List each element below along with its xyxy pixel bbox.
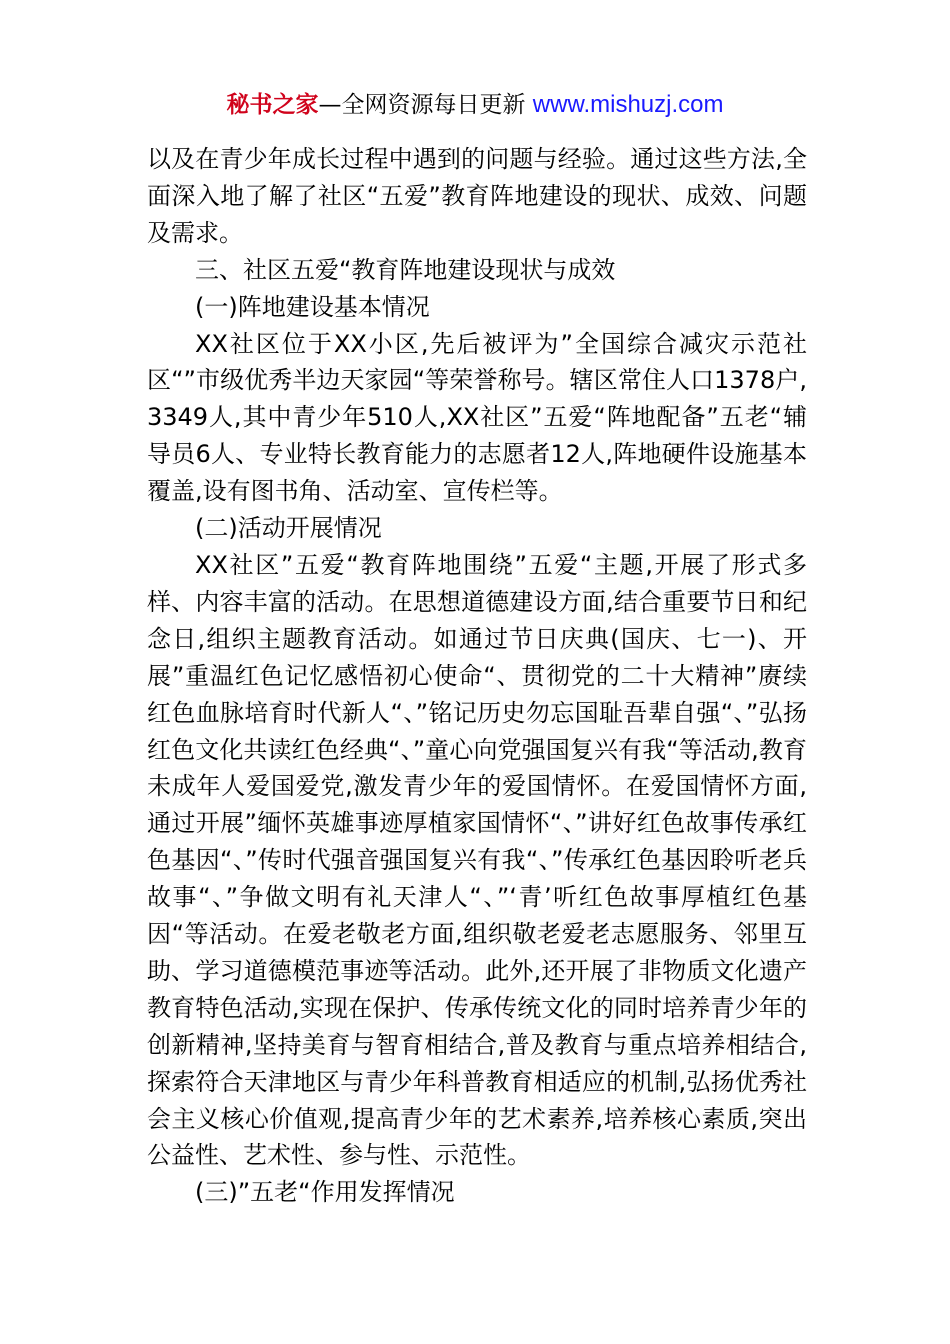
subsection-heading-2: (二)活动开展情况: [195, 514, 382, 543]
page-header: [0, 88, 950, 122]
site-url-link[interactable]: www.mishuzj.com: [532, 91, 724, 118]
section-heading-3: 三、社区五爱“教育阵地建设现状与成效: [195, 255, 616, 284]
subsection-heading-1: (一)阵地建设基本情况: [195, 292, 430, 321]
subsection-heading-3: (三)”五老“作用发挥情况: [195, 1178, 455, 1207]
brand-name: 秘书之家: [226, 92, 319, 118]
paragraph-basic-situation: XX社区位于XX小区,先后被评为”全国综合减灾示范社区“”市级优秀半边天家园“等荣誉称号。辖区常住人口1378户,3349人,其中青少年510人,XX社区”五爱“阵地配备”五老“辅导员6人、专业特长教育能力的志愿者12人,阵地硬件设施基本覆盖,设有图书角、活动室、宣传栏等。: [147, 329, 807, 506]
paragraph-continued: 以及在青少年成长过程中遇到的问题与经验。通过这些方法,全面深入地了解了社区“五爱”教育阵地建设的现状、成效、问题及需求。: [147, 145, 807, 247]
paragraph-activities: XX社区”五爱“教育阵地围绕”五爱“主题,开展了形式多样、内容丰富的活动。在思想道德建设方面,结合重要节日和纪念日,组织主题教育活动。如通过节日庆典(国庆、七一)、开展”重温红色记忆感悟初心使命“、贯彻党的二十大精神”赓续红色血脉培育时代新人“、”铭记历史勿忘国耻吾辈自强“、”弘扬红色文化共读红色经典“、”童心向党强国复兴有我“等活动,教育未成年人爱国爱党,激发青少年的爱国情怀。在爱国情怀方面,通过开展”缅怀英雄事迹厚植家国情怀“、”讲好红色故事传承红色基因“、”传时代强音强国复兴有我“、”传承红色基因聆听老兵故事“、”争做文明有礼天津人“、”‘青’听红色故事厚植红色基因“等活动。在爱老敬老方面,组织敬老爱老志愿服务、邻里互助、学习道德模范事迹等活动。此外,还开展了非物质文化遗产教育特色活动,实现在保护、传承传统文化的同时培养青少年的创新精神,坚持美育与智育相结合,普及教育与重点培养相结合,探索符合天津地区与青少年科普教育相适应的机制,弘扬优秀社会主义核心价值观,提高青少年的艺术素养,培养核心素质,突出公益性、艺术性、参与性、示范性。: [147, 550, 807, 1170]
header-tagline: —全网资源每日更新: [318, 92, 526, 118]
document-body: [147, 141, 807, 1211]
